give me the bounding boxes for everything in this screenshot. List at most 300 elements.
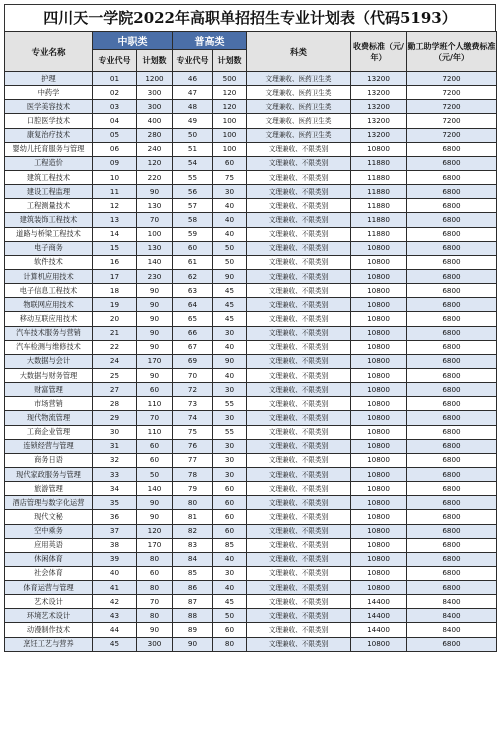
putong-plan-cell: 45 bbox=[213, 312, 247, 326]
subject-cell: 文理兼收、不限类别 bbox=[247, 482, 351, 496]
putong-plan-cell: 100 bbox=[213, 114, 247, 128]
putong-code-cell: 60 bbox=[173, 241, 213, 255]
subject-cell: 文理兼收、不限类别 bbox=[247, 354, 351, 368]
header-zhongzhi-plan: 计划数 bbox=[137, 50, 173, 72]
table-row bbox=[5, 383, 497, 397]
zhongzhi-code-cell: 04 bbox=[93, 114, 137, 128]
zhongzhi-plan-cell: 90 bbox=[137, 368, 173, 382]
workstudy-fee-cell: 6800 bbox=[407, 326, 497, 340]
zhongzhi-plan-cell: 60 bbox=[137, 439, 173, 453]
workstudy-fee-cell: 6800 bbox=[407, 538, 497, 552]
workstudy-fee-cell: 6800 bbox=[407, 284, 497, 298]
subject-cell: 文理兼收、不限类别 bbox=[247, 156, 351, 170]
table-row bbox=[5, 467, 497, 481]
fee-cell: 10800 bbox=[351, 581, 407, 595]
table-row bbox=[5, 538, 497, 552]
zhongzhi-code-cell: 24 bbox=[93, 354, 137, 368]
zhongzhi-code-cell: 14 bbox=[93, 227, 137, 241]
header-major: 专业名称 bbox=[5, 32, 93, 72]
putong-code-cell: 57 bbox=[173, 199, 213, 213]
fee-cell: 14400 bbox=[351, 609, 407, 623]
zhongzhi-plan-cell: 60 bbox=[137, 453, 173, 467]
table-row bbox=[5, 326, 497, 340]
table-row bbox=[5, 510, 497, 524]
putong-code-cell: 80 bbox=[173, 496, 213, 510]
zhongzhi-code-cell: 42 bbox=[93, 595, 137, 609]
fee-cell: 10800 bbox=[351, 269, 407, 283]
major-cell: 环境艺术设计 bbox=[5, 609, 93, 623]
table-row bbox=[5, 170, 497, 184]
zhongzhi-plan-cell: 80 bbox=[137, 552, 173, 566]
workstudy-fee-cell: 6800 bbox=[407, 340, 497, 354]
zhongzhi-plan-cell: 90 bbox=[137, 496, 173, 510]
zhongzhi-plan-cell: 90 bbox=[137, 326, 173, 340]
zhongzhi-code-cell: 16 bbox=[93, 255, 137, 269]
header-putong-code: 专业代号 bbox=[173, 50, 213, 72]
table-row bbox=[5, 284, 497, 298]
subject-cell: 文理兼收、不限类别 bbox=[247, 241, 351, 255]
putong-plan-cell: 45 bbox=[213, 284, 247, 298]
workstudy-fee-cell: 6800 bbox=[407, 581, 497, 595]
putong-plan-cell: 120 bbox=[213, 100, 247, 114]
zhongzhi-code-cell: 40 bbox=[93, 566, 137, 580]
zhongzhi-plan-cell: 300 bbox=[137, 100, 173, 114]
workstudy-fee-cell: 6800 bbox=[407, 156, 497, 170]
workstudy-fee-cell: 6800 bbox=[407, 552, 497, 566]
zhongzhi-plan-cell: 170 bbox=[137, 538, 173, 552]
fee-cell: 10800 bbox=[351, 255, 407, 269]
zhongzhi-code-cell: 37 bbox=[93, 524, 137, 538]
putong-plan-cell: 30 bbox=[213, 467, 247, 481]
subject-cell: 文理兼收、不限类别 bbox=[247, 467, 351, 481]
subject-cell: 文理兼收、不限类别 bbox=[247, 298, 351, 312]
major-cell: 旅游管理 bbox=[5, 482, 93, 496]
zhongzhi-plan-cell: 170 bbox=[137, 354, 173, 368]
putong-code-cell: 70 bbox=[173, 368, 213, 382]
table-row bbox=[5, 566, 497, 580]
fee-cell: 11880 bbox=[351, 199, 407, 213]
putong-code-cell: 64 bbox=[173, 298, 213, 312]
putong-code-cell: 47 bbox=[173, 86, 213, 100]
putong-code-cell: 50 bbox=[173, 128, 213, 142]
major-cell: 建设工程监理 bbox=[5, 185, 93, 199]
major-cell: 工商企业管理 bbox=[5, 425, 93, 439]
putong-plan-cell: 40 bbox=[213, 213, 247, 227]
putong-plan-cell: 40 bbox=[213, 552, 247, 566]
table-row bbox=[5, 199, 497, 213]
workstudy-fee-cell: 6800 bbox=[407, 170, 497, 184]
putong-code-cell: 90 bbox=[173, 637, 213, 651]
zhongzhi-code-cell: 25 bbox=[93, 368, 137, 382]
zhongzhi-plan-cell: 230 bbox=[137, 269, 173, 283]
fee-cell: 10800 bbox=[351, 467, 407, 481]
table-row bbox=[5, 496, 497, 510]
workstudy-fee-cell: 8400 bbox=[407, 623, 497, 637]
workstudy-fee-cell: 7200 bbox=[407, 72, 497, 86]
zhongzhi-plan-cell: 90 bbox=[137, 340, 173, 354]
subject-cell: 文理兼收、医药卫生类 bbox=[247, 86, 351, 100]
putong-code-cell: 67 bbox=[173, 340, 213, 354]
major-cell: 建筑工程技术 bbox=[5, 170, 93, 184]
putong-code-cell: 86 bbox=[173, 581, 213, 595]
putong-plan-cell: 40 bbox=[213, 227, 247, 241]
table-row bbox=[5, 439, 497, 453]
subject-cell: 文理兼收、不限类别 bbox=[247, 496, 351, 510]
table-row bbox=[5, 368, 497, 382]
zhongzhi-plan-cell: 300 bbox=[137, 86, 173, 100]
zhongzhi-code-cell: 19 bbox=[93, 298, 137, 312]
fee-cell: 10800 bbox=[351, 496, 407, 510]
fee-cell: 13200 bbox=[351, 128, 407, 142]
table-row bbox=[5, 312, 497, 326]
workstudy-fee-cell: 6800 bbox=[407, 368, 497, 382]
major-cell: 口腔医学技术 bbox=[5, 114, 93, 128]
major-cell: 现代家政服务与管理 bbox=[5, 467, 93, 481]
subject-cell: 文理兼收、不限类别 bbox=[247, 255, 351, 269]
major-cell: 商务日语 bbox=[5, 453, 93, 467]
fee-cell: 13200 bbox=[351, 72, 407, 86]
subject-cell: 文理兼收、不限类别 bbox=[247, 623, 351, 637]
putong-plan-cell: 90 bbox=[213, 269, 247, 283]
putong-code-cell: 82 bbox=[173, 524, 213, 538]
zhongzhi-plan-cell: 130 bbox=[137, 241, 173, 255]
major-cell: 烹饪工艺与营养 bbox=[5, 637, 93, 651]
putong-plan-cell: 60 bbox=[213, 156, 247, 170]
fee-cell: 10800 bbox=[351, 637, 407, 651]
workstudy-fee-cell: 6800 bbox=[407, 213, 497, 227]
subject-cell: 文理兼收、不限类别 bbox=[247, 609, 351, 623]
fee-cell: 10800 bbox=[351, 326, 407, 340]
fee-cell: 10800 bbox=[351, 552, 407, 566]
putong-plan-cell: 55 bbox=[213, 425, 247, 439]
zhongzhi-code-cell: 36 bbox=[93, 510, 137, 524]
putong-plan-cell: 60 bbox=[213, 510, 247, 524]
zhongzhi-code-cell: 18 bbox=[93, 284, 137, 298]
table-row bbox=[5, 397, 497, 411]
table-row bbox=[5, 609, 497, 623]
zhongzhi-code-cell: 44 bbox=[93, 623, 137, 637]
fee-cell: 14400 bbox=[351, 623, 407, 637]
workstudy-fee-cell: 6800 bbox=[407, 566, 497, 580]
putong-code-cell: 56 bbox=[173, 185, 213, 199]
zhongzhi-plan-cell: 220 bbox=[137, 170, 173, 184]
subject-cell: 文理兼收、不限类别 bbox=[247, 411, 351, 425]
major-cell: 现代物流管理 bbox=[5, 411, 93, 425]
fee-cell: 10800 bbox=[351, 284, 407, 298]
fee-cell: 10800 bbox=[351, 510, 407, 524]
putong-code-cell: 76 bbox=[173, 439, 213, 453]
workstudy-fee-cell: 7200 bbox=[407, 114, 497, 128]
putong-code-cell: 81 bbox=[173, 510, 213, 524]
table-row bbox=[5, 298, 497, 312]
major-cell: 动漫制作技术 bbox=[5, 623, 93, 637]
zhongzhi-code-cell: 33 bbox=[93, 467, 137, 481]
putong-code-cell: 51 bbox=[173, 142, 213, 156]
subject-cell: 文理兼收、不限类别 bbox=[247, 312, 351, 326]
zhongzhi-plan-cell: 70 bbox=[137, 595, 173, 609]
putong-plan-cell: 40 bbox=[213, 581, 247, 595]
workstudy-fee-cell: 6800 bbox=[407, 467, 497, 481]
zhongzhi-plan-cell: 400 bbox=[137, 114, 173, 128]
fee-cell: 10800 bbox=[351, 453, 407, 467]
workstudy-fee-cell: 6800 bbox=[407, 637, 497, 651]
putong-plan-cell: 55 bbox=[213, 397, 247, 411]
table-row bbox=[5, 269, 497, 283]
zhongzhi-code-cell: 12 bbox=[93, 199, 137, 213]
subject-cell: 文理兼收、不限类别 bbox=[247, 340, 351, 354]
subject-cell: 文理兼收、不限类别 bbox=[247, 566, 351, 580]
table-row bbox=[5, 227, 497, 241]
putong-plan-cell: 40 bbox=[213, 368, 247, 382]
zhongzhi-code-cell: 30 bbox=[93, 425, 137, 439]
subject-cell: 文理兼收、医药卫生类 bbox=[247, 128, 351, 142]
workstudy-fee-cell: 6800 bbox=[407, 425, 497, 439]
subject-cell: 文理兼收、不限类别 bbox=[247, 595, 351, 609]
table-row bbox=[5, 213, 497, 227]
putong-code-cell: 54 bbox=[173, 156, 213, 170]
putong-plan-cell: 60 bbox=[213, 496, 247, 510]
subject-cell: 文理兼收、不限类别 bbox=[247, 453, 351, 467]
workstudy-fee-cell: 6800 bbox=[407, 354, 497, 368]
putong-code-cell: 87 bbox=[173, 595, 213, 609]
subject-cell: 文理兼收、不限类别 bbox=[247, 552, 351, 566]
fee-cell: 10800 bbox=[351, 566, 407, 580]
putong-plan-cell: 100 bbox=[213, 128, 247, 142]
header-workstudy: 勤工助学班个人缴费标准（元/年） bbox=[407, 32, 497, 72]
zhongzhi-code-cell: 35 bbox=[93, 496, 137, 510]
table-row bbox=[5, 453, 497, 467]
workstudy-fee-cell: 6800 bbox=[407, 142, 497, 156]
workstudy-fee-cell: 8400 bbox=[407, 609, 497, 623]
major-cell: 应用英语 bbox=[5, 538, 93, 552]
subject-cell: 文理兼收、不限类别 bbox=[247, 581, 351, 595]
putong-code-cell: 75 bbox=[173, 425, 213, 439]
zhongzhi-code-cell: 45 bbox=[93, 637, 137, 651]
header-subject: 科类 bbox=[247, 32, 351, 72]
putong-plan-cell: 30 bbox=[213, 453, 247, 467]
putong-code-cell: 61 bbox=[173, 255, 213, 269]
header-fee: 收费标准（元/年） bbox=[351, 32, 407, 72]
zhongzhi-plan-cell: 90 bbox=[137, 185, 173, 199]
putong-code-cell: 55 bbox=[173, 170, 213, 184]
major-cell: 电子信息工程技术 bbox=[5, 284, 93, 298]
zhongzhi-code-cell: 39 bbox=[93, 552, 137, 566]
subject-cell: 文理兼收、不限类别 bbox=[247, 213, 351, 227]
subject-cell: 文理兼收、不限类别 bbox=[247, 227, 351, 241]
putong-plan-cell: 50 bbox=[213, 255, 247, 269]
table-row bbox=[5, 86, 497, 100]
zhongzhi-plan-cell: 70 bbox=[137, 411, 173, 425]
putong-plan-cell: 60 bbox=[213, 482, 247, 496]
major-cell: 康复治疗技术 bbox=[5, 128, 93, 142]
header-zhongzhi: 中职类 bbox=[93, 32, 173, 50]
table-row bbox=[5, 142, 497, 156]
zhongzhi-code-cell: 03 bbox=[93, 100, 137, 114]
putong-code-cell: 65 bbox=[173, 312, 213, 326]
subject-cell: 文理兼收、不限类别 bbox=[247, 142, 351, 156]
subject-cell: 文理兼收、医药卫生类 bbox=[247, 100, 351, 114]
subject-cell: 文理兼收、不限类别 bbox=[247, 524, 351, 538]
zhongzhi-code-cell: 01 bbox=[93, 72, 137, 86]
major-cell: 物联网应用技术 bbox=[5, 298, 93, 312]
header-putong-plan: 计划数 bbox=[213, 50, 247, 72]
zhongzhi-plan-cell: 240 bbox=[137, 142, 173, 156]
table-row bbox=[5, 100, 497, 114]
putong-plan-cell: 500 bbox=[213, 72, 247, 86]
putong-code-cell: 48 bbox=[173, 100, 213, 114]
fee-cell: 10800 bbox=[351, 425, 407, 439]
putong-code-cell: 85 bbox=[173, 566, 213, 580]
subject-cell: 文理兼收、不限类别 bbox=[247, 510, 351, 524]
header-putong: 普高类 bbox=[173, 32, 247, 50]
zhongzhi-plan-cell: 90 bbox=[137, 312, 173, 326]
zhongzhi-code-cell: 31 bbox=[93, 439, 137, 453]
zhongzhi-code-cell: 43 bbox=[93, 609, 137, 623]
major-cell: 电子商务 bbox=[5, 241, 93, 255]
zhongzhi-plan-cell: 80 bbox=[137, 581, 173, 595]
zhongzhi-plan-cell: 120 bbox=[137, 524, 173, 538]
subject-cell: 文理兼收、不限类别 bbox=[247, 368, 351, 382]
major-cell: 计算机应用技术 bbox=[5, 269, 93, 283]
major-cell: 软件技术 bbox=[5, 255, 93, 269]
major-cell: 艺术设计 bbox=[5, 595, 93, 609]
table-row bbox=[5, 114, 497, 128]
putong-code-cell: 79 bbox=[173, 482, 213, 496]
putong-plan-cell: 60 bbox=[213, 524, 247, 538]
table-row bbox=[5, 482, 497, 496]
putong-code-cell: 63 bbox=[173, 284, 213, 298]
zhongzhi-plan-cell: 90 bbox=[137, 510, 173, 524]
zhongzhi-code-cell: 06 bbox=[93, 142, 137, 156]
workstudy-fee-cell: 7200 bbox=[407, 86, 497, 100]
zhongzhi-code-cell: 09 bbox=[93, 156, 137, 170]
subject-cell: 文理兼收、不限类别 bbox=[247, 397, 351, 411]
major-cell: 汽车检测与维修技术 bbox=[5, 340, 93, 354]
zhongzhi-plan-cell: 60 bbox=[137, 566, 173, 580]
major-cell: 工程造价 bbox=[5, 156, 93, 170]
zhongzhi-plan-cell: 130 bbox=[137, 199, 173, 213]
putong-plan-cell: 30 bbox=[213, 383, 247, 397]
putong-plan-cell: 45 bbox=[213, 595, 247, 609]
major-cell: 大数据与财务管理 bbox=[5, 368, 93, 382]
table-row bbox=[5, 354, 497, 368]
fee-cell: 10800 bbox=[351, 411, 407, 425]
putong-plan-cell: 30 bbox=[213, 411, 247, 425]
putong-code-cell: 62 bbox=[173, 269, 213, 283]
zhongzhi-code-cell: 20 bbox=[93, 312, 137, 326]
major-cell: 空中乘务 bbox=[5, 524, 93, 538]
zhongzhi-code-cell: 28 bbox=[93, 397, 137, 411]
zhongzhi-plan-cell: 300 bbox=[137, 637, 173, 651]
major-cell: 大数据与会计 bbox=[5, 354, 93, 368]
zhongzhi-code-cell: 41 bbox=[93, 581, 137, 595]
workstudy-fee-cell: 6800 bbox=[407, 383, 497, 397]
table-row bbox=[5, 425, 497, 439]
putong-plan-cell: 50 bbox=[213, 609, 247, 623]
putong-code-cell: 73 bbox=[173, 397, 213, 411]
workstudy-fee-cell: 6800 bbox=[407, 510, 497, 524]
putong-plan-cell: 75 bbox=[213, 170, 247, 184]
zhongzhi-code-cell: 34 bbox=[93, 482, 137, 496]
major-cell: 婴幼儿托育服务与管理 bbox=[5, 142, 93, 156]
putong-code-cell: 49 bbox=[173, 114, 213, 128]
table-row bbox=[5, 72, 497, 86]
fee-cell: 10800 bbox=[351, 298, 407, 312]
major-cell: 体育运营与管理 bbox=[5, 581, 93, 595]
zhongzhi-plan-cell: 60 bbox=[137, 383, 173, 397]
subject-cell: 文理兼收、不限类别 bbox=[247, 425, 351, 439]
subject-cell: 文理兼收、不限类别 bbox=[247, 170, 351, 184]
fee-cell: 10800 bbox=[351, 439, 407, 453]
zhongzhi-plan-cell: 120 bbox=[137, 156, 173, 170]
major-cell: 酒店管理与数字化运营 bbox=[5, 496, 93, 510]
zhongzhi-plan-cell: 110 bbox=[137, 397, 173, 411]
page-title: 四川天一学院2022年高职单招招生专业计划表（代码5193） bbox=[4, 4, 496, 31]
fee-cell: 10800 bbox=[351, 142, 407, 156]
workstudy-fee-cell: 7200 bbox=[407, 100, 497, 114]
fee-cell: 10800 bbox=[351, 354, 407, 368]
zhongzhi-plan-cell: 70 bbox=[137, 213, 173, 227]
major-cell: 护理 bbox=[5, 72, 93, 86]
subject-cell: 文理兼收、不限类别 bbox=[247, 269, 351, 283]
putong-code-cell: 46 bbox=[173, 72, 213, 86]
workstudy-fee-cell: 6800 bbox=[407, 524, 497, 538]
subject-cell: 文理兼收、不限类别 bbox=[247, 538, 351, 552]
subject-cell: 文理兼收、医药卫生类 bbox=[247, 114, 351, 128]
table-row bbox=[5, 595, 497, 609]
table-row bbox=[5, 241, 497, 255]
workstudy-fee-cell: 6800 bbox=[407, 269, 497, 283]
major-cell: 移动互联应用技术 bbox=[5, 312, 93, 326]
zhongzhi-plan-cell: 280 bbox=[137, 128, 173, 142]
major-cell: 连锁经营与管理 bbox=[5, 439, 93, 453]
table-row bbox=[5, 340, 497, 354]
table-row bbox=[5, 581, 497, 595]
workstudy-fee-cell: 6800 bbox=[407, 439, 497, 453]
major-cell: 财富管理 bbox=[5, 383, 93, 397]
zhongzhi-code-cell: 05 bbox=[93, 128, 137, 142]
putong-plan-cell: 30 bbox=[213, 566, 247, 580]
workstudy-fee-cell: 6800 bbox=[407, 241, 497, 255]
putong-plan-cell: 40 bbox=[213, 199, 247, 213]
zhongzhi-code-cell: 27 bbox=[93, 383, 137, 397]
workstudy-fee-cell: 6800 bbox=[407, 312, 497, 326]
putong-plan-cell: 120 bbox=[213, 86, 247, 100]
table-row bbox=[5, 552, 497, 566]
putong-plan-cell: 45 bbox=[213, 298, 247, 312]
putong-code-cell: 83 bbox=[173, 538, 213, 552]
fee-cell: 11880 bbox=[351, 227, 407, 241]
major-cell: 社会体育 bbox=[5, 566, 93, 580]
putong-code-cell: 66 bbox=[173, 326, 213, 340]
putong-plan-cell: 90 bbox=[213, 354, 247, 368]
zhongzhi-code-cell: 32 bbox=[93, 453, 137, 467]
putong-code-cell: 84 bbox=[173, 552, 213, 566]
putong-code-cell: 58 bbox=[173, 213, 213, 227]
zhongzhi-plan-cell: 1200 bbox=[137, 72, 173, 86]
table-row bbox=[5, 156, 497, 170]
zhongzhi-plan-cell: 90 bbox=[137, 623, 173, 637]
zhongzhi-plan-cell: 110 bbox=[137, 425, 173, 439]
fee-cell: 13200 bbox=[351, 100, 407, 114]
zhongzhi-plan-cell: 140 bbox=[137, 482, 173, 496]
workstudy-fee-cell: 6800 bbox=[407, 255, 497, 269]
zhongzhi-code-cell: 29 bbox=[93, 411, 137, 425]
fee-cell: 10800 bbox=[351, 524, 407, 538]
zhongzhi-plan-cell: 100 bbox=[137, 227, 173, 241]
workstudy-fee-cell: 6800 bbox=[407, 227, 497, 241]
putong-code-cell: 74 bbox=[173, 411, 213, 425]
